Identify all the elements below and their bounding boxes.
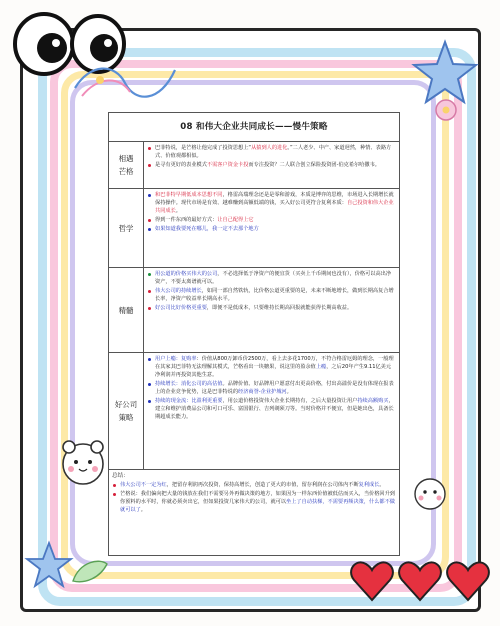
bullet-text: 持续高额购买 — [357, 398, 389, 404]
bullet-text: 。”二人老少、中产、家道迥然，种情、表路方式、价值观都相似。 — [155, 145, 392, 159]
bullet-text: 如果知道我要死在哪儿，我一定不去那个地方 — [155, 226, 259, 232]
bullet-item — [147, 397, 396, 421]
bullet-item — [147, 191, 396, 215]
section-label: 精髓 — [109, 268, 144, 352]
section-content — [144, 142, 399, 188]
bullet-text: 。 — [140, 507, 146, 513]
bullet-text: 好公司比好价格更重要 — [155, 305, 207, 311]
bullet-text: ，之后20年产生9.11亿美元净利润并再投资其他生意。 — [155, 364, 392, 378]
section-row — [109, 142, 399, 189]
flower-icon — [432, 96, 460, 124]
bullet-text: 用公道的价格买伟大的公司 — [155, 271, 218, 277]
section-content — [144, 353, 399, 469]
section-row — [109, 353, 399, 470]
bullet-item — [147, 355, 396, 379]
bullet-text: 是寻有更好的表业模式 — [155, 162, 207, 168]
bullet-text: ，不必选择低于净资产的便宜货（买卖上千币期间也没有），价格可以高出净资产，不要太离谱就可以。 — [155, 271, 392, 285]
bullet-text: ，即便不是低成本，只要维持长期高回报就能获得长期高收益。 — [206, 305, 353, 311]
bullet-item — [147, 225, 396, 233]
bullet-text: 持续增长：消化公司的高估值 — [155, 381, 223, 387]
bullet-text: 经济商誉-企业护城河 — [238, 389, 287, 395]
bullet-text: 而专注投资？二人联合创立保险投资团-伯克希尔哈撒韦。 — [248, 162, 380, 168]
section-content — [144, 189, 399, 267]
leaf-icon — [70, 556, 110, 586]
bullet-text: 复利成长 — [358, 482, 380, 488]
bullet-text: 坐上了自动扶梯，不需要再频决策，什么都不做就可以了 — [120, 499, 395, 513]
bullet-text: 上瘾 — [315, 364, 327, 370]
bear-face-icon-right — [410, 472, 450, 512]
bullet-text: 和巴菲特早期低成本思想不同 — [155, 192, 223, 198]
bullet-item — [147, 216, 396, 224]
section-label: 相遇 芒格 — [109, 142, 144, 188]
bullet-text: 不需客户资金卡投 — [206, 162, 249, 168]
bullet-text: 用户上瘾：复购率 — [155, 356, 197, 362]
bullet-text: 。 — [379, 482, 385, 488]
rainbow-swirl-icon — [70, 58, 180, 108]
bullet-text: 芒格说：我们偏向把大量的钱放在我们不需要另外再做决策的地方，如果因为一样东西价值被低估而买入，当价格回升到你预料的水平时，你就必须卖出它，但如果投资几家伟大的公司，就可以 — [120, 491, 395, 505]
bullet-text: ：价值从800万卸币价2500万，看上去多花1700万，不符合格雷厄姆的理念，一般理在其家其巴菲特无法理解其模式，芒格看出一块糖果，说这里的盈余值 — [155, 356, 394, 370]
bullet-text: ，建立和维护消费品公司和可口可乐、富国银行、吉列剃须刀等。当时价格并不便宜，但是她出色，具备长期超成长能力。 — [155, 398, 394, 420]
bullet-item — [112, 490, 396, 514]
bullet-text: 伟大公司的持续增长 — [155, 288, 202, 294]
bullet-text: 伟大公司不一定为红 — [120, 482, 167, 488]
bullet-text: 得到一件东西的最好方式： — [155, 217, 218, 223]
bullet-text: ，用公道价格投资伟大企业长期持有，之后大量投资让用户 — [222, 398, 358, 404]
bullet-item — [147, 144, 396, 160]
bullet-text: 。品牌价值、好品牌用户愿意付出更高价格，付出高溢价是没有体现在报表上的企业竞争优势，这是巴菲特说的 — [155, 381, 394, 395]
bullet-item — [147, 380, 396, 396]
section-label: 好公司 策略 — [109, 353, 144, 469]
bullet-item — [112, 481, 396, 489]
heart-icon — [348, 556, 494, 606]
star-icon-bottom — [24, 540, 74, 590]
section-row — [109, 189, 399, 268]
document-sheet — [108, 112, 400, 556]
bullet-item — [147, 287, 396, 303]
bullet-text: 巴菲特说，是芒格让他完成了投资思想上“ — [155, 145, 252, 151]
bullet-text: 让自己配得上它 — [217, 217, 254, 223]
section-label: 哲学 — [109, 189, 144, 267]
section-row — [109, 268, 399, 353]
bullet-text: ，如同一部自然铁轨，比价格公道更重要的是，未来不断地增长，做到长期高复合增长率，净资产收益率长期高水平。 — [155, 288, 394, 302]
bullet-item — [147, 270, 396, 286]
bullet-text: 从猿到人的进化 — [251, 145, 288, 151]
summary-list — [112, 481, 396, 514]
summary-heading: 总结： — [112, 473, 129, 479]
bullet-text: ，格雷高瑞理念还是是零和游戏，本质是博弈的思维，市场进入长期增长就保持操作。现代市场是有效、越难赚到高额低端的钱，买入好公司更符合复利本质： — [155, 192, 394, 206]
bullet-text: 自己投资和伟大企业共同成长 — [155, 200, 394, 214]
document-title: 08 和伟大企业共同成长——慢牛策略 — [109, 113, 399, 142]
bullet-item — [147, 161, 396, 169]
bullet-text: 。 — [175, 208, 181, 214]
bullet-text: 。 — [286, 389, 292, 395]
bullet-text: ，把留存利润再次投资，保持高增长，创造了更大的市值，留存利润在公司体内不断 — [166, 482, 359, 488]
bullet-text: 持续的现金流：比盈利更重要 — [155, 398, 223, 404]
bear-face-icon — [58, 436, 108, 488]
bullet-item — [147, 304, 396, 312]
section-content — [144, 268, 399, 352]
summary-section — [109, 470, 399, 517]
sections-container — [109, 142, 399, 470]
